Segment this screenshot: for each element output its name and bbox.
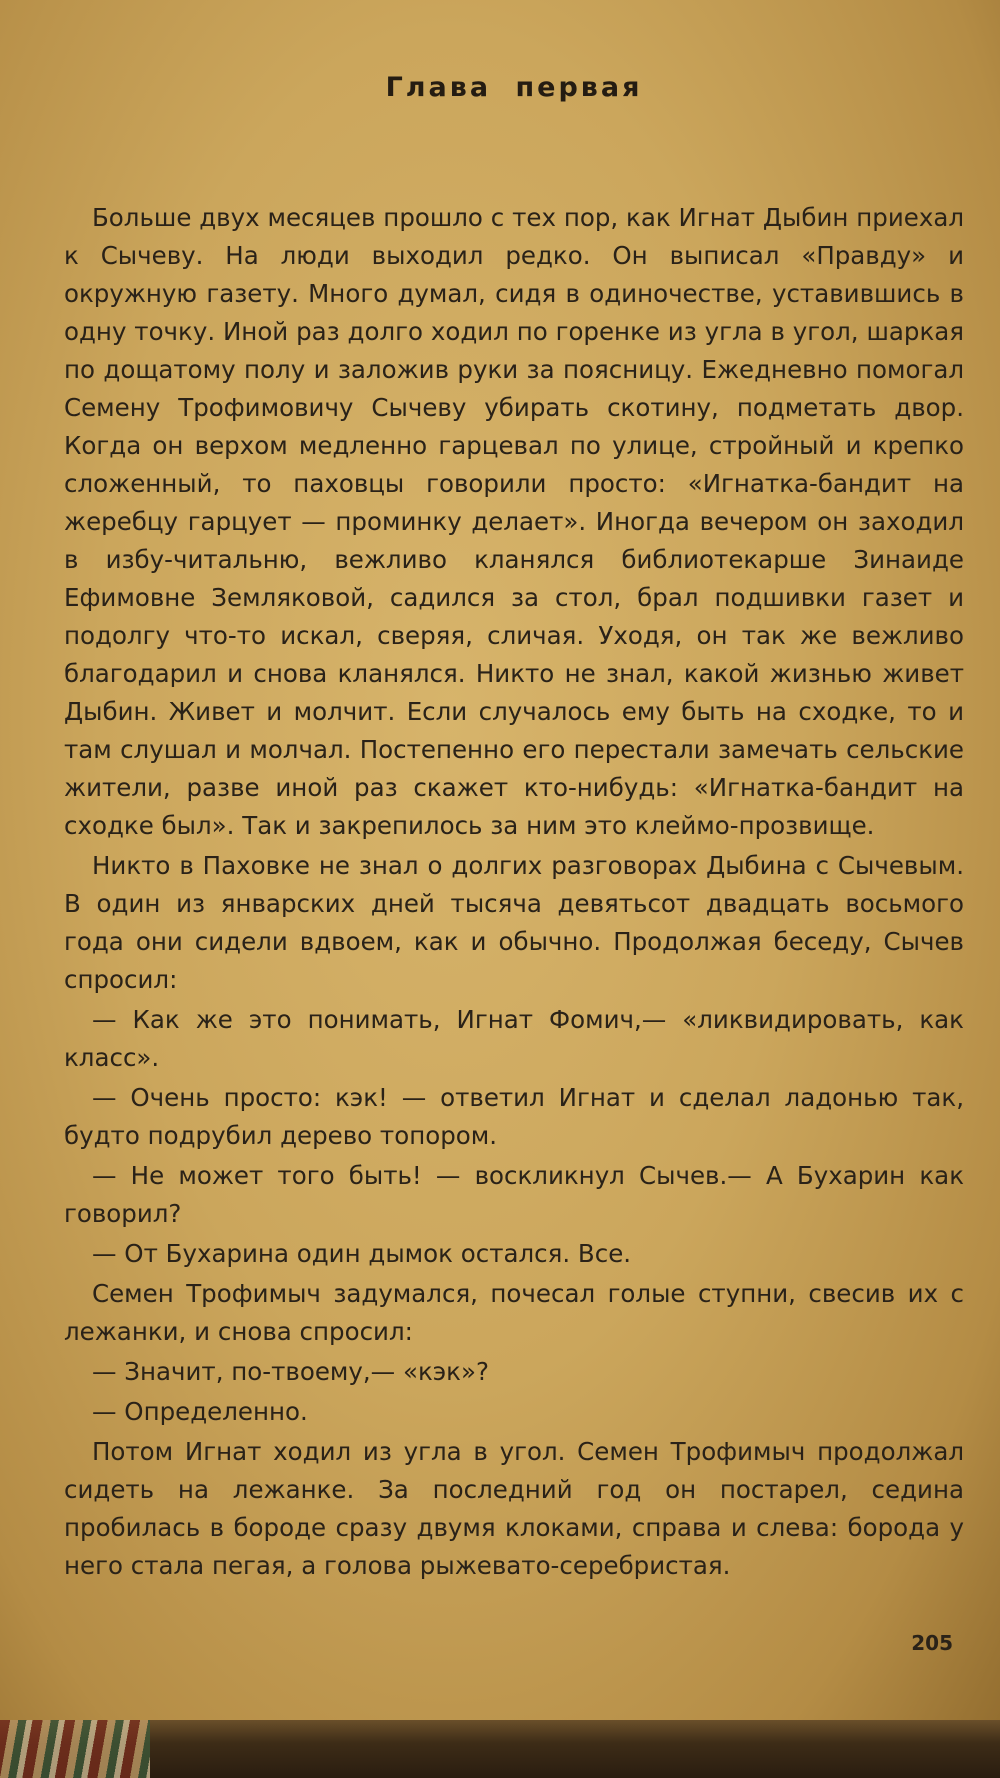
paragraph-2: Никто в Паховке не знал о долгих разговорах Дыбина с Сычевым. В один из январских дней тысяча девятьсот двадцать восьмого года они сидели вдвоем, как и обычно. Продолжая беседу, Сычев спросил: (64, 851, 964, 994)
paragraph-3: Семен Трофимыч задумался, почесал голые ступни, свесив их с лежанки, и снова спросил: (64, 1279, 964, 1346)
dialogue-line-3: — Не может того быть! — воскликнул Сычев.— А Бухарин как говорил? (64, 1161, 964, 1228)
page-content (64, 60, 964, 1585)
dialogue-line-2: — Очень просто: кэк! — ответил Игнат и сделал ладонью так, будто подрубил дерево топором. (64, 1083, 964, 1150)
dialogue-line-1: — Как же это понимать, Игнат Фомич,— «ликвидировать, как класс». (64, 1005, 964, 1072)
dialogue-line-5: — Значит, по-твоему,— «кэк»? (92, 1357, 489, 1386)
dialogue-line-6: — Определенно. (92, 1397, 308, 1426)
paragraph-1: Больше двух месяцев прошло с тех пор, как Игнат Дыбин приехал к Сычеву. На люди выходил редко. Он выписал «Правду» и окружную газету. Много думал, сидя в одиночестве, уставившись в одну точку. Иной раз долго ходил по горенке из угла в угол, шаркая по дощатому полу и заложив руки за поясницу. Ежедневно помогал Семену Трофимовичу Сычеву убирать скотину, подметать двор. Когда он верхом медленно гарцевал по улице, стройный и крепко сложенный, то паховцы говорили просто: «Игнатка-бандит на жеребцу гарцует — проминку делает». Иногда вечером он заходил в избу-читальню, вежливо кланялся библиотекарше Зинаиде Ефимовне Земляковой, садился за стол, брал подшивки газет и подолгу что-то искал, сверяя, сличая. Уходя, он так же вежливо благодарил и снова кланялся. Никто не знал, какой жизнью живет Дыбин. Живет и молчит. Если случалось ему быть на сходке, то и там слушал и молчал. Постепенно его перестали замечать сельские жители, разве иной раз скажет кто-нибудь: «Игнатка-бандит на сходке был». Так и закрепилось за ним это клеймо-прозвище. (64, 203, 964, 840)
cover-strip (0, 1720, 150, 1778)
paragraph-4: Потом Игнат ходил из угла в угол. Семен Трофимыч продолжал сидеть на лежанке. За последний год он постарел, седина пробилась в бороде сразу двумя клоками, справа и слева: борода у него стала пегая, а голова рыжевато-серебристая. (64, 1437, 964, 1580)
page-number: 205 (911, 1631, 953, 1655)
dialogue-line-4: — От Бухарина один дымок остался. Все. (92, 1239, 632, 1268)
chapter-title: Глава первая (385, 72, 643, 103)
book-bottom-edge (0, 1720, 1000, 1778)
